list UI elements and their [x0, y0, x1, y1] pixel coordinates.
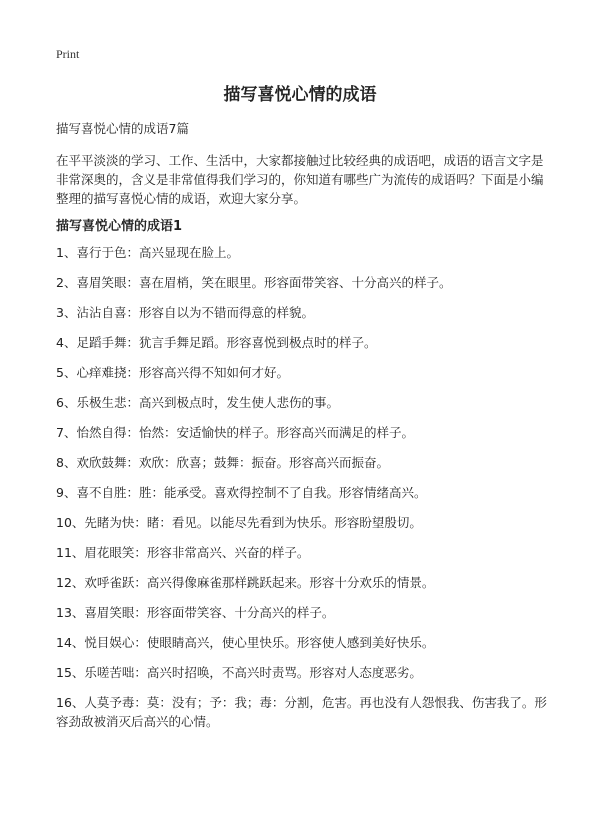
- idiom-item: 7、怡然自得：怡然：安适愉快的样子。形容高兴而满足的样子。: [56, 425, 414, 440]
- article-subtitle: 描写喜悦心情的成语7篇: [56, 121, 189, 136]
- intro-paragraph: 在平平淡淡的学习、工作、生活中，大家都接触过比较经典的成语吧，成语的语言文字是非常深奥的，含义是非常值得我们学习的，你知道有哪些广为流传的成语吗？下面是小编整理的描写喜悦心情的成语，欢迎大家分享。: [56, 153, 544, 206]
- idiom-item: 10、先睹为快：睹：看见。以能尽先看到为快乐。形容盼望殷切。: [56, 515, 422, 530]
- idiom-item: 9、喜不自胜：胜：能承受。喜欢得控制不了自我。形容情绪高兴。: [56, 485, 427, 500]
- idiom-item: 3、沾沾自喜：形容自以为不错而得意的样貌。: [56, 305, 314, 320]
- page-title: 描写喜悦心情的成语: [223, 85, 377, 105]
- idiom-item: 5、心痒难挠：形容高兴得不知如何才好。: [56, 365, 289, 380]
- idiom-item: 8、欢欣鼓舞：欢欣：欣喜；鼓舞：振奋。形容高兴而振奋。: [56, 455, 389, 470]
- idiom-item: 15、乐嗟苦咄：高兴时招唤，不高兴时责骂。形容对人态度恶劣。: [56, 665, 422, 680]
- idiom-item: 12、欢呼雀跃：高兴得像麻雀那样跳跃起来。形容十分欢乐的情景。: [56, 575, 435, 590]
- idiom-item: 6、乐极生悲：高兴到极点时，发生使人悲伤的事。: [56, 395, 339, 410]
- idiom-list: [56, 243, 554, 742]
- idiom-item: 1、喜行于色：高兴显现在脸上。: [56, 245, 239, 260]
- section-heading: 描写喜悦心情的成语1: [56, 219, 183, 234]
- idiom-item: 4、足蹈手舞：犹言手舞足蹈。形容喜悦到极点时的样子。: [56, 335, 377, 350]
- idiom-item: 2、喜眉笑眼：喜在眉梢，笑在眼里。形容面带笑容、十分高兴的样子。: [56, 275, 452, 290]
- idiom-item: 16、人莫予毒：莫：没有；予：我；毒：分割，危害。再也没有人怨恨我、伤害我了。形容劲敌被消灭后高兴的心情。: [56, 695, 547, 729]
- print-link[interactable]: Print: [56, 47, 80, 61]
- idiom-item: 11、眉花眼笑：形容非常高兴、兴奋的样子。: [56, 545, 310, 560]
- idiom-item: 14、悦目娱心：使眼睛高兴，使心里快乐。形容使人感到美好快乐。: [56, 635, 435, 650]
- idiom-item: 13、喜眉笑眼：形容面带笑容、十分高兴的样子。: [56, 605, 335, 620]
